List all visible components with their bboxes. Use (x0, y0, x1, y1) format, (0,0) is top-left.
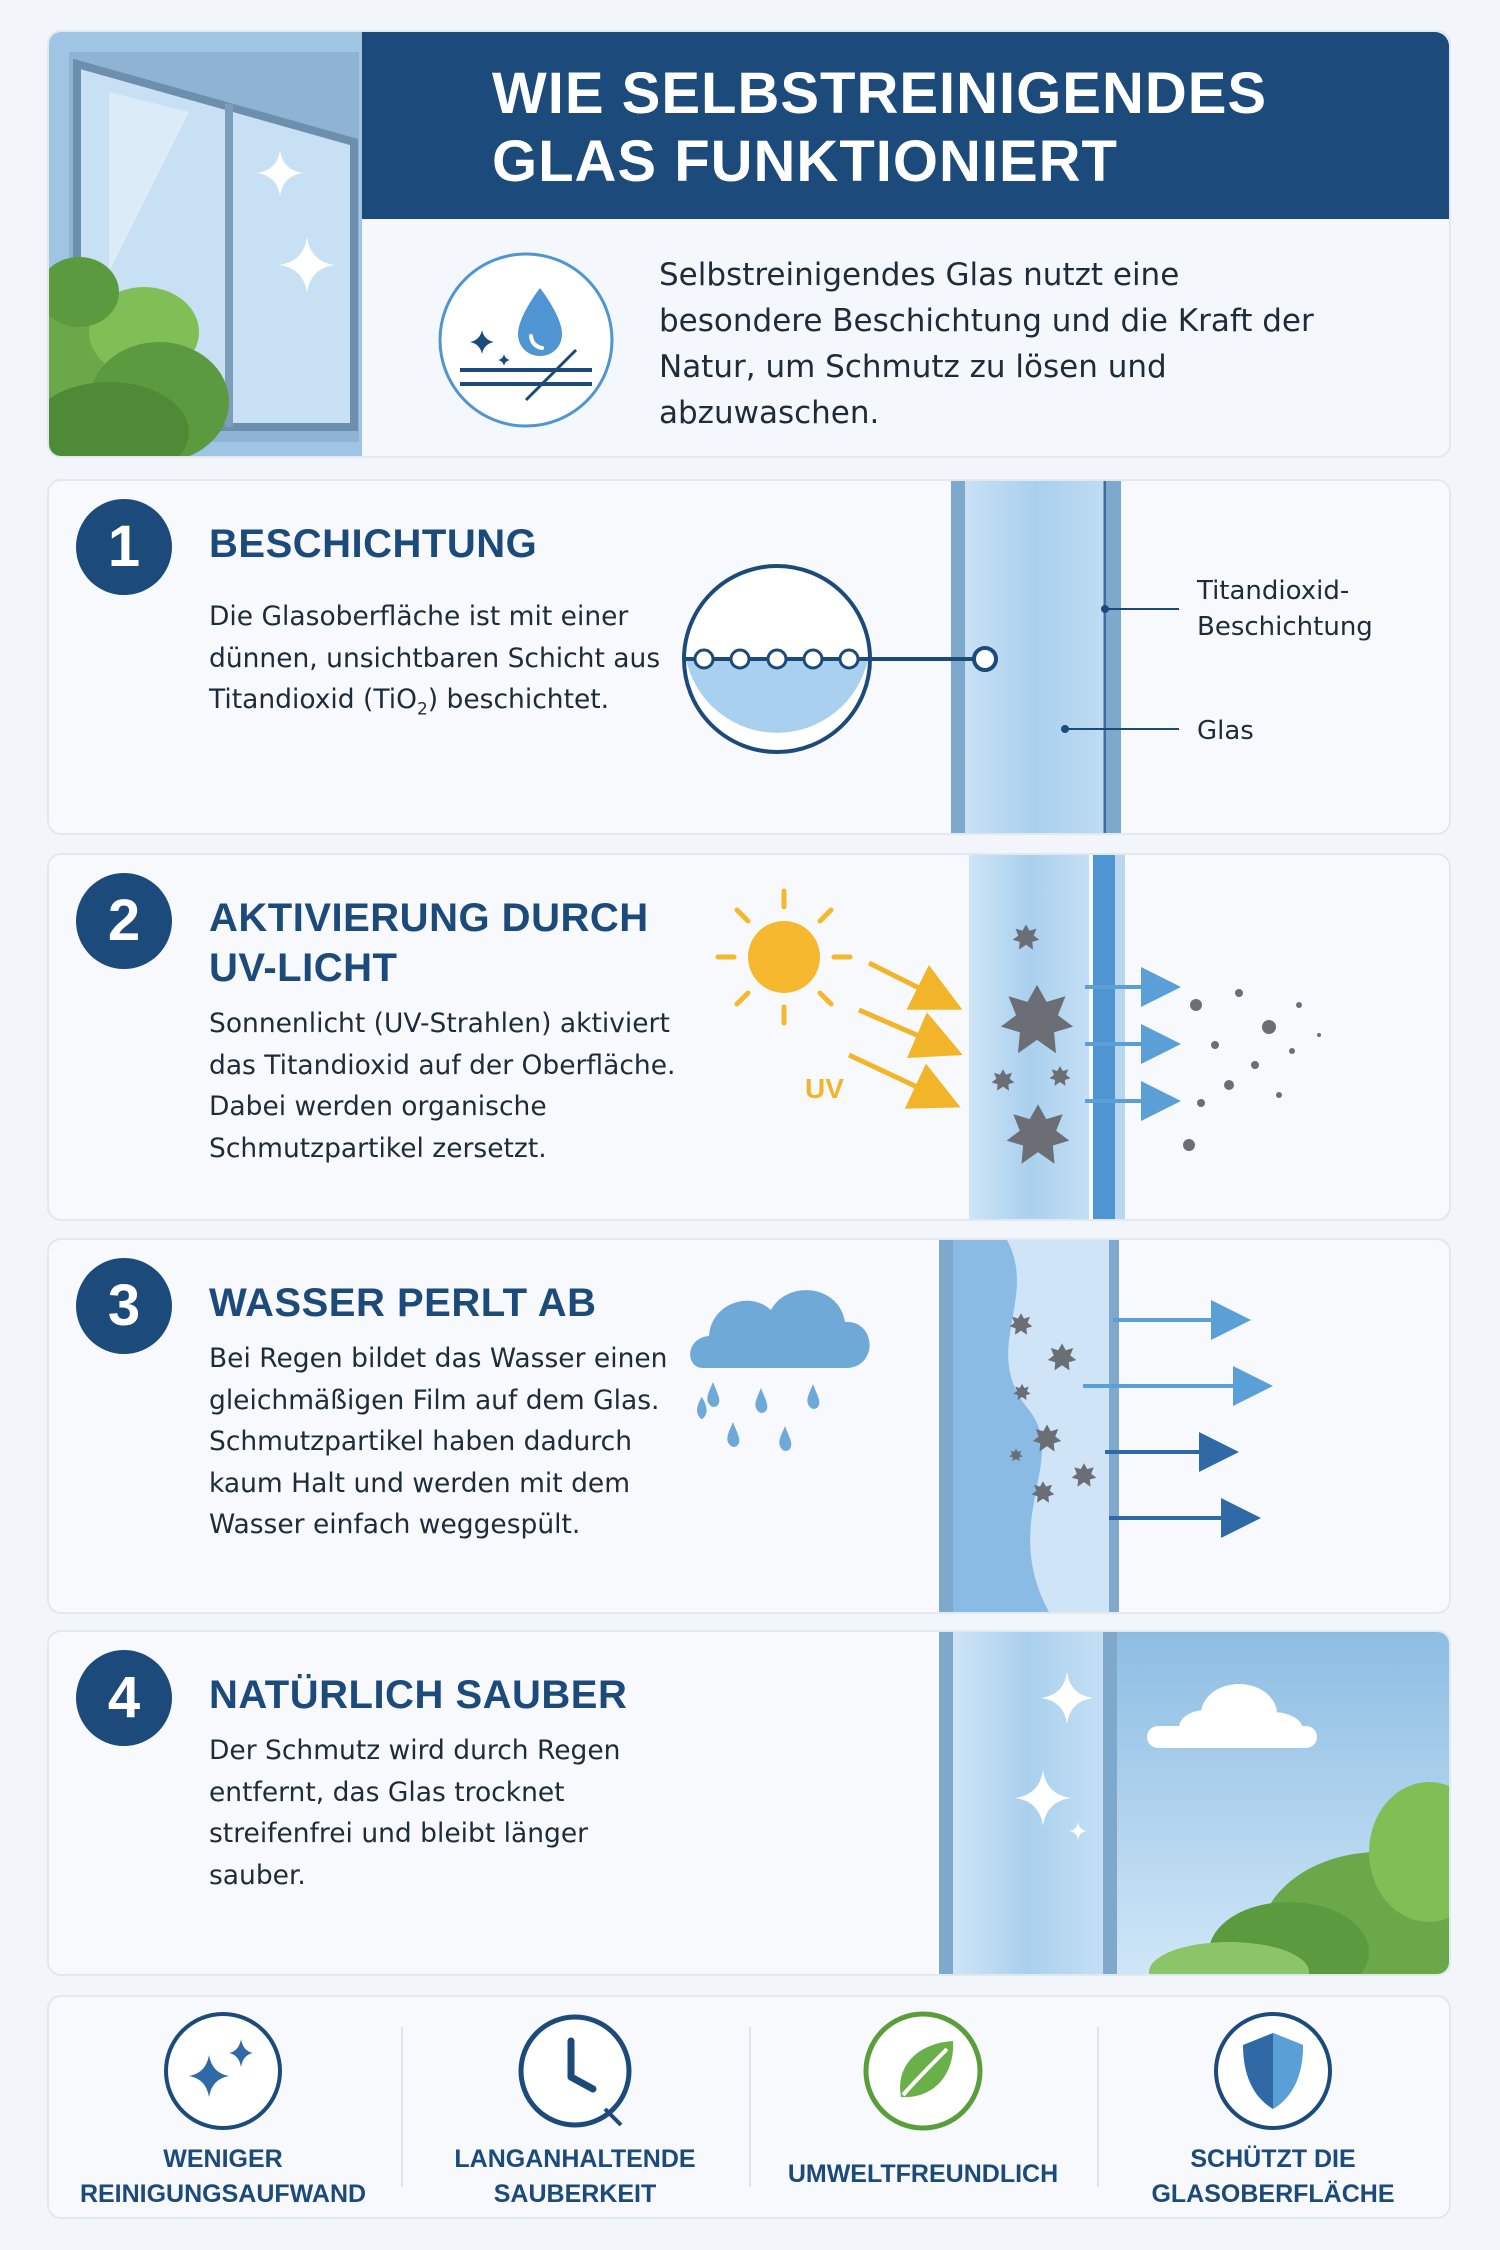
uv-activation-diagram (49, 855, 1449, 1219)
step-text: Bei Regen bildet das Wasser einen gleichmäßigen Film auf dem Glas. Schmutzpartikel haben dadurch kaum Halt und werden mit dem Wasser einfach weggespült. (209, 1343, 668, 1540)
dust-particles (1183, 989, 1321, 1151)
benefit-item (49, 1997, 397, 2217)
step-text: Die Glasoberfläche ist mit einer dünnen, unsichtbaren Schicht aus Titandioxid (TiO$_2$) beschichtet. (209, 601, 661, 720)
leaf-icon (861, 2009, 985, 2133)
window-illustration (49, 32, 362, 456)
step-title: AKTIVIERUNG DURCH UV-LICHT (209, 896, 649, 990)
step-text: Der Schmutz wird durch Regen entfernt, das Glas trocknet streifenfrei und bleibt länger sauber. (209, 1735, 621, 1891)
step-number-badge: 2 (76, 873, 172, 969)
step-title: WASSER PERLT AB (209, 1281, 597, 1325)
coating-label: Beschichtung (1197, 612, 1373, 642)
rain-drops (707, 1382, 819, 1451)
step-card-3 (47, 1238, 1451, 1614)
step-title: NATÜRLICH SAUBER (209, 1673, 628, 1717)
coating-label: Titandioxid- (1197, 576, 1350, 606)
benefits-bar (47, 1995, 1451, 2219)
glass-label: Glas (1197, 716, 1254, 746)
step-number-badge: 1 (76, 499, 172, 595)
step-card-2 (47, 853, 1451, 1221)
clock-icon (513, 2009, 637, 2133)
title-band (362, 32, 1449, 219)
intro-text: Selbstreinigendes Glas nutzt eine besondere Beschichtung und die Kraft der Natur, um Schmutz zu lösen und abzuwaschen. (659, 257, 1314, 431)
sun-icon (718, 891, 850, 1023)
rain-diagram (49, 1240, 1449, 1612)
step-number-badge: 4 (76, 1650, 172, 1746)
uv-label: UV (805, 1073, 844, 1104)
clean-glass-diagram (49, 1632, 1449, 1974)
page-title: WIE SELBSTREINIGENDES GLAS FUNKTIONIERT (492, 61, 1268, 194)
sparkles-icon (161, 2009, 285, 2133)
benefit-label: WENIGER REINIGUNGSAUFWAND (79, 2145, 367, 2208)
benefit-label: UMWELTFREUNDLICH (787, 2160, 1059, 2188)
water-coating-icon (436, 250, 616, 430)
header-card (47, 30, 1451, 458)
step-title: BESCHICHTUNG (209, 522, 538, 566)
step-number-badge: 3 (76, 1258, 172, 1354)
benefit-item (401, 1997, 749, 2217)
shield-icon (1211, 2009, 1335, 2133)
benefit-item (749, 1997, 1097, 2217)
magnifier-circle (684, 566, 996, 752)
step-text: Sonnenlicht (UV-Strahlen) aktiviert das Titandioxid auf der Oberfläche. Dabei werden organische Schmutzpartikel zersetzt. (209, 1008, 676, 1164)
benefit-item (1099, 1997, 1447, 2217)
step-card-1 (47, 479, 1451, 835)
benefit-label: LANGANHALTENDE SAUBERKEIT (454, 2145, 696, 2208)
step-card-4 (47, 1630, 1451, 1976)
glass-pane (953, 1632, 1103, 1974)
uv-rays (849, 963, 949, 1101)
benefit-label: SCHÜTZT DIE GLASOBERFLÄCHE (1151, 2145, 1395, 2208)
coating-diagram (49, 481, 1449, 833)
